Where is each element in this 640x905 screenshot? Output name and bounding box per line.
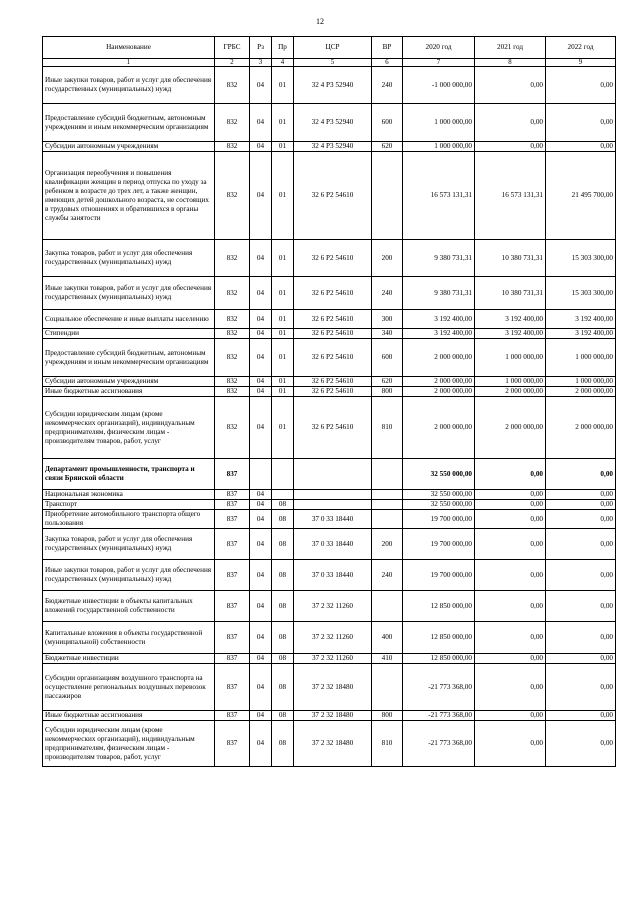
cell-rz: 04 xyxy=(250,152,272,240)
cell-rz: 04 xyxy=(250,104,272,142)
cell-vr xyxy=(372,510,403,529)
cell-pr: 08 xyxy=(272,721,294,767)
cell-csr xyxy=(294,459,372,490)
cell-2022: 0,00 xyxy=(546,560,616,591)
col-number: 2 xyxy=(215,59,250,67)
cell-name: Департамент промышленности, транспорта и связи Брянской области xyxy=(43,459,215,490)
table-row xyxy=(43,142,616,152)
cell-name: Субсидии юридическим лицам (кроме некоммерческих организаций), индивидуальным предпринимателям, физическим лицам - производителям товаров, работ, услуг xyxy=(43,721,215,767)
cell-pr: 01 xyxy=(272,397,294,459)
cell-grbs: 832 xyxy=(215,67,250,104)
col-header-vr: ВР xyxy=(372,37,403,59)
cell-rz: 04 xyxy=(250,277,272,310)
cell-2022: 0,00 xyxy=(546,721,616,767)
cell-grbs: 837 xyxy=(215,490,250,500)
cell-2022: 0,00 xyxy=(546,67,616,104)
cell-2020: 12 850 000,00 xyxy=(403,622,475,654)
cell-rz: 04 xyxy=(250,500,272,510)
cell-vr xyxy=(372,490,403,500)
cell-2021: 0,00 xyxy=(475,142,546,152)
cell-csr: 37 2 32 11260 xyxy=(294,591,372,622)
cell-2021: 0,00 xyxy=(475,500,546,510)
cell-grbs: 837 xyxy=(215,560,250,591)
cell-2020: 19 700 000,00 xyxy=(403,510,475,529)
cell-2021: 0,00 xyxy=(475,622,546,654)
cell-2020: 2 000 000,00 xyxy=(403,339,475,377)
cell-2021: 0,00 xyxy=(475,654,546,664)
table-row xyxy=(43,387,616,397)
cell-2020: 3 192 400,00 xyxy=(403,310,475,329)
table-row xyxy=(43,711,616,721)
cell-2022: 0,00 xyxy=(546,591,616,622)
header-row xyxy=(43,37,616,59)
col-number: 8 xyxy=(475,59,546,67)
cell-rz: 04 xyxy=(250,721,272,767)
table-row xyxy=(43,664,616,711)
cell-2022: 0,00 xyxy=(546,490,616,500)
cell-vr: 800 xyxy=(372,387,403,397)
col-number: 7 xyxy=(403,59,475,67)
cell-rz: 04 xyxy=(250,591,272,622)
cell-name: Приобретение автомобильного транспорта общего пользования xyxy=(43,510,215,529)
cell-2020: 32 550 000,00 xyxy=(403,500,475,510)
cell-grbs: 837 xyxy=(215,721,250,767)
cell-csr: 32 6 P2 54610 xyxy=(294,387,372,397)
cell-2021: 0,00 xyxy=(475,490,546,500)
cell-2020: 12 850 000,00 xyxy=(403,591,475,622)
cell-2021: 0,00 xyxy=(475,510,546,529)
cell-vr: 300 xyxy=(372,310,403,329)
cell-2022: 1 000 000,00 xyxy=(546,377,616,387)
cell-rz: 04 xyxy=(250,664,272,711)
cell-2021: 16 573 131,31 xyxy=(475,152,546,240)
cell-vr: 620 xyxy=(372,377,403,387)
cell-2020: 1 000 000,00 xyxy=(403,142,475,152)
cell-name: Бюджетные инвестиции xyxy=(43,654,215,664)
cell-pr: 01 xyxy=(272,152,294,240)
cell-2021: 10 380 731,31 xyxy=(475,277,546,310)
cell-vr xyxy=(372,591,403,622)
cell-vr xyxy=(372,664,403,711)
cell-2022: 3 192 400,00 xyxy=(546,310,616,329)
cell-2020: 32 550 000,00 xyxy=(403,490,475,500)
cell-2020: 19 700 000,00 xyxy=(403,560,475,591)
cell-2021: 0,00 xyxy=(475,591,546,622)
cell-csr xyxy=(294,500,372,510)
cell-pr: 01 xyxy=(272,277,294,310)
cell-grbs: 837 xyxy=(215,622,250,654)
cell-vr: 620 xyxy=(372,142,403,152)
cell-pr xyxy=(272,459,294,490)
cell-csr: 32 6 P2 54610 xyxy=(294,339,372,377)
cell-csr: 37 2 32 18480 xyxy=(294,664,372,711)
cell-vr xyxy=(372,152,403,240)
col-header-2022: 2022 год xyxy=(546,37,616,59)
cell-grbs: 832 xyxy=(215,397,250,459)
cell-2022: 0,00 xyxy=(546,142,616,152)
cell-grbs: 837 xyxy=(215,591,250,622)
cell-pr xyxy=(272,490,294,500)
cell-2020: -1 000 000,00 xyxy=(403,67,475,104)
cell-pr: 01 xyxy=(272,329,294,339)
cell-grbs: 832 xyxy=(215,152,250,240)
cell-rz: 04 xyxy=(250,622,272,654)
cell-name: Закупка товаров, работ и услуг для обеспечения государственных (муниципальных) нужд xyxy=(43,529,215,560)
cell-pr: 08 xyxy=(272,510,294,529)
cell-grbs: 832 xyxy=(215,277,250,310)
cell-2022: 0,00 xyxy=(546,622,616,654)
cell-csr: 32 6 P2 54610 xyxy=(294,152,372,240)
cell-pr: 01 xyxy=(272,240,294,277)
cell-name: Субсидии автономным учреждениям xyxy=(43,142,215,152)
cell-pr: 01 xyxy=(272,104,294,142)
cell-rz: 04 xyxy=(250,654,272,664)
cell-vr: 810 xyxy=(372,397,403,459)
cell-name: Иные закупки товаров, работ и услуг для обеспечения государственных (муниципальных) нужд xyxy=(43,560,215,591)
cell-grbs: 837 xyxy=(215,459,250,490)
cell-2020: 1 000 000,00 xyxy=(403,104,475,142)
cell-name: Иные закупки товаров, работ и услуг для обеспечения государственных (муниципальных) нужд xyxy=(43,67,215,104)
cell-csr: 32 6 P2 54610 xyxy=(294,310,372,329)
cell-2022: 21 495 700,00 xyxy=(546,152,616,240)
table-row xyxy=(43,67,616,104)
cell-pr: 08 xyxy=(272,711,294,721)
cell-name: Субсидии организациям воздушного транспорта на осуществление региональных воздушных перевозок пассажиров xyxy=(43,664,215,711)
cell-csr: 37 0 33 18440 xyxy=(294,510,372,529)
cell-name: Иные бюджетные ассигнования xyxy=(43,711,215,721)
cell-vr: 240 xyxy=(372,560,403,591)
table-row xyxy=(43,104,616,142)
cell-vr: 800 xyxy=(372,711,403,721)
col-header-2020: 2020 год xyxy=(403,37,475,59)
column-number-row xyxy=(43,59,616,67)
cell-csr: 32 6 P2 54610 xyxy=(294,240,372,277)
cell-rz: 04 xyxy=(250,142,272,152)
cell-grbs: 837 xyxy=(215,711,250,721)
cell-rz: 04 xyxy=(250,490,272,500)
table-row xyxy=(43,622,616,654)
cell-2021: 0,00 xyxy=(475,67,546,104)
cell-2022: 0,00 xyxy=(546,529,616,560)
cell-pr: 01 xyxy=(272,339,294,377)
cell-rz: 04 xyxy=(250,387,272,397)
cell-2020: -21 773 368,00 xyxy=(403,711,475,721)
cell-rz: 04 xyxy=(250,240,272,277)
cell-2021: 10 380 731,31 xyxy=(475,240,546,277)
cell-csr: 37 0 33 18440 xyxy=(294,560,372,591)
cell-2020: 32 550 000,00 xyxy=(403,459,475,490)
cell-rz: 04 xyxy=(250,397,272,459)
cell-csr: 32 6 P2 54610 xyxy=(294,397,372,459)
table-row xyxy=(43,329,616,339)
cell-pr: 08 xyxy=(272,591,294,622)
cell-csr: 37 0 33 18440 xyxy=(294,529,372,560)
cell-grbs: 837 xyxy=(215,664,250,711)
table-row xyxy=(43,339,616,377)
table-row xyxy=(43,654,616,664)
cell-rz: 04 xyxy=(250,329,272,339)
table-row xyxy=(43,277,616,310)
cell-2020: 9 380 731,31 xyxy=(403,277,475,310)
cell-2022: 0,00 xyxy=(546,104,616,142)
cell-2021: 0,00 xyxy=(475,711,546,721)
cell-name: Организация переобучения и повышения квалификации женщин в период отпуска по уходу за ребенком в возрасте до трех лет, а также женщин, имеющих детей дошкольного возраста, не состоящих в трудовых отношениях и обратившихся в органы службы занятости xyxy=(43,152,215,240)
cell-name: Субсидии юридическим лицам (кроме некоммерческих организаций), индивидуальным предпринимателям, физическим лицам - производителям товаров, работ, услуг xyxy=(43,397,215,459)
table-row xyxy=(43,310,616,329)
cell-grbs: 832 xyxy=(215,240,250,277)
cell-pr: 08 xyxy=(272,654,294,664)
cell-rz: 04 xyxy=(250,529,272,560)
cell-rz: 04 xyxy=(250,560,272,591)
cell-2022: 15 303 300,00 xyxy=(546,240,616,277)
cell-csr: 32 4 P3 52940 xyxy=(294,104,372,142)
cell-pr: 08 xyxy=(272,622,294,654)
cell-vr: 400 xyxy=(372,622,403,654)
col-header-rz: Рз xyxy=(250,37,272,59)
cell-pr: 01 xyxy=(272,387,294,397)
cell-2021: 2 000 000,00 xyxy=(475,387,546,397)
table-row xyxy=(43,240,616,277)
cell-csr: 32 4 P3 52940 xyxy=(294,142,372,152)
table-row xyxy=(43,397,616,459)
table-row xyxy=(43,721,616,767)
cell-2020: 3 192 400,00 xyxy=(403,329,475,339)
col-number: 5 xyxy=(294,59,372,67)
table-body xyxy=(43,67,616,767)
cell-csr: 32 4 P3 52940 xyxy=(294,67,372,104)
cell-vr: 600 xyxy=(372,339,403,377)
cell-name: Транспорт xyxy=(43,500,215,510)
cell-2021: 0,00 xyxy=(475,664,546,711)
table-row xyxy=(43,152,616,240)
cell-pr: 08 xyxy=(272,664,294,711)
cell-2022: 3 192 400,00 xyxy=(546,329,616,339)
cell-2020: 2 000 000,00 xyxy=(403,397,475,459)
cell-vr: 810 xyxy=(372,721,403,767)
cell-pr: 08 xyxy=(272,560,294,591)
cell-2022: 0,00 xyxy=(546,459,616,490)
cell-2022: 1 000 000,00 xyxy=(546,339,616,377)
cell-2021: 0,00 xyxy=(475,104,546,142)
cell-vr: 200 xyxy=(372,240,403,277)
table-row xyxy=(43,377,616,387)
table-row xyxy=(43,490,616,500)
cell-2020: 16 573 131,31 xyxy=(403,152,475,240)
cell-pr: 01 xyxy=(272,377,294,387)
col-number: 3 xyxy=(250,59,272,67)
col-header-csr: ЦСР xyxy=(294,37,372,59)
cell-vr: 200 xyxy=(372,529,403,560)
cell-rz: 04 xyxy=(250,377,272,387)
cell-grbs: 832 xyxy=(215,329,250,339)
cell-name: Бюджетные инвестиции в объекты капитальных вложений государственной собственности xyxy=(43,591,215,622)
cell-2021: 1 000 000,00 xyxy=(475,339,546,377)
cell-2020: 2 000 000,00 xyxy=(403,377,475,387)
cell-2021: 2 000 000,00 xyxy=(475,397,546,459)
cell-name: Национальная экономика xyxy=(43,490,215,500)
cell-2022: 0,00 xyxy=(546,711,616,721)
cell-pr: 01 xyxy=(272,67,294,104)
cell-name: Иные бюджетные ассигнования xyxy=(43,387,215,397)
cell-2021: 1 000 000,00 xyxy=(475,377,546,387)
cell-name: Стипендии xyxy=(43,329,215,339)
cell-grbs: 837 xyxy=(215,510,250,529)
cell-vr xyxy=(372,459,403,490)
cell-2022: 15 303 300,00 xyxy=(546,277,616,310)
cell-pr: 01 xyxy=(272,310,294,329)
cell-vr: 600 xyxy=(372,104,403,142)
cell-2022: 0,00 xyxy=(546,664,616,711)
table-row xyxy=(43,591,616,622)
cell-grbs: 832 xyxy=(215,142,250,152)
cell-rz: 04 xyxy=(250,510,272,529)
col-header-pr: Пр xyxy=(272,37,294,59)
cell-pr: 08 xyxy=(272,500,294,510)
page-number: 12 xyxy=(316,17,324,26)
cell-csr: 32 6 P2 54610 xyxy=(294,277,372,310)
cell-pr: 01 xyxy=(272,142,294,152)
cell-name: Закупка товаров, работ и услуг для обеспечения государственных (муниципальных) нужд xyxy=(43,240,215,277)
cell-rz: 04 xyxy=(250,67,272,104)
cell-grbs: 832 xyxy=(215,339,250,377)
cell-vr: 410 xyxy=(372,654,403,664)
cell-csr: 37 2 32 11260 xyxy=(294,654,372,664)
cell-name: Предоставление субсидий бюджетным, автономным учреждениям и иным некоммерческим организациям xyxy=(43,104,215,142)
table-row xyxy=(43,510,616,529)
cell-2021: 0,00 xyxy=(475,721,546,767)
table-row xyxy=(43,529,616,560)
cell-name: Иные закупки товаров, работ и услуг для обеспечения государственных (муниципальных) нужд xyxy=(43,277,215,310)
cell-vr: 240 xyxy=(372,67,403,104)
cell-grbs: 832 xyxy=(215,377,250,387)
cell-name: Социальное обеспечение и иные выплаты населению xyxy=(43,310,215,329)
cell-csr: 32 6 P2 54610 xyxy=(294,329,372,339)
col-number: 6 xyxy=(372,59,403,67)
col-header-grbs: ГРБС xyxy=(215,37,250,59)
cell-rz xyxy=(250,459,272,490)
cell-csr: 37 2 32 18480 xyxy=(294,711,372,721)
cell-2022: 0,00 xyxy=(546,654,616,664)
cell-grbs: 832 xyxy=(215,310,250,329)
cell-2022: 0,00 xyxy=(546,510,616,529)
cell-rz: 04 xyxy=(250,339,272,377)
cell-2022: 2 000 000,00 xyxy=(546,397,616,459)
cell-csr: 37 2 32 18480 xyxy=(294,721,372,767)
table-row xyxy=(43,459,616,490)
cell-csr xyxy=(294,490,372,500)
cell-rz: 04 xyxy=(250,310,272,329)
table-row xyxy=(43,500,616,510)
cell-name: Предоставление субсидий бюджетным, автономным учреждениям и иным некоммерческим организациям xyxy=(43,339,215,377)
cell-2022: 0,00 xyxy=(546,500,616,510)
cell-name: Капитальные вложения в объекты государственной (муниципальной) собственности xyxy=(43,622,215,654)
cell-2020: -21 773 368,00 xyxy=(403,664,475,711)
cell-2021: 3 192 400,00 xyxy=(475,310,546,329)
cell-2020: 9 380 731,31 xyxy=(403,240,475,277)
cell-name: Субсидии автономным учреждениям xyxy=(43,377,215,387)
cell-csr: 32 6 P2 54610 xyxy=(294,377,372,387)
cell-grbs: 832 xyxy=(215,104,250,142)
table-row xyxy=(43,560,616,591)
cell-vr: 240 xyxy=(372,277,403,310)
cell-vr xyxy=(372,500,403,510)
cell-2021: 0,00 xyxy=(475,560,546,591)
budget-table xyxy=(42,36,616,767)
cell-2020: 19 700 000,00 xyxy=(403,529,475,560)
cell-2021: 3 192 400,00 xyxy=(475,329,546,339)
cell-rz: 04 xyxy=(250,711,272,721)
cell-csr: 37 2 32 11260 xyxy=(294,622,372,654)
col-header-2021: 2021 год xyxy=(475,37,546,59)
cell-2020: 12 850 000,00 xyxy=(403,654,475,664)
cell-grbs: 837 xyxy=(215,500,250,510)
col-number: 4 xyxy=(272,59,294,67)
cell-grbs: 837 xyxy=(215,529,250,560)
cell-2022: 2 000 000,00 xyxy=(546,387,616,397)
cell-grbs: 837 xyxy=(215,654,250,664)
cell-2020: -21 773 368,00 xyxy=(403,721,475,767)
cell-grbs: 832 xyxy=(215,387,250,397)
col-header-name: Наименование xyxy=(43,37,215,59)
col-number: 1 xyxy=(43,59,215,67)
cell-2021: 0,00 xyxy=(475,529,546,560)
cell-2020: 2 000 000,00 xyxy=(403,387,475,397)
cell-2021: 0,00 xyxy=(475,459,546,490)
cell-vr: 340 xyxy=(372,329,403,339)
col-number: 9 xyxy=(546,59,616,67)
cell-pr: 08 xyxy=(272,529,294,560)
